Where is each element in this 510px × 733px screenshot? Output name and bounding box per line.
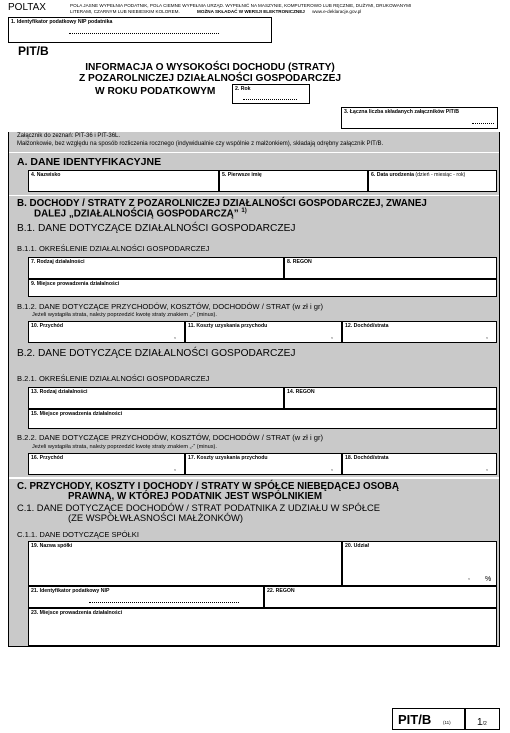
revenue-label-2: 16. Przychód: [31, 455, 64, 461]
birth-date-number: 6. Data urodzenia: [371, 172, 414, 178]
section-b1-title: B.1. DANE DOTYCZĄCE DZIAŁALNOŚCI GOSPODARCZEJ: [17, 223, 296, 234]
decimal-separator: ,: [331, 333, 333, 340]
section-a-title: A. DANE IDENTYFIKACYJNE: [17, 156, 162, 168]
footer-page-box: [465, 708, 500, 730]
section-b-title-text: DALEJ „DZIAŁALNOŚCIĄ GOSPODARCZĄ”: [34, 208, 239, 220]
footer-form-version: (11): [443, 720, 451, 725]
section-b22-title: B.2.2. DANE DOTYCZĄCE PRZYCHODÓW, KOSZTÓW, DOCHODÓW / STRAT (w zł i gr): [17, 433, 324, 442]
surname-label: 4. Nazwisko: [31, 172, 61, 178]
instructions-line1: POLA JASNE WYPEŁNIA PODATNIK, POLA CIEMNE WYPEŁNIA URZĄD. WYPEŁNIĆ NA MASZYNIE, KOMPUTEROWO LUB RĘCZNIE, DUŻYMI, DRUKOWANYMI: [70, 3, 412, 8]
section-b12-note: Jeżeli wystąpiła strata, należy poprzedzić kwotę straty znakiem „-” (minus).: [32, 312, 217, 318]
section-b22-note: Jeżeli wystąpiła strata, należy poprzedzić kwotę straty znakiem „-” (minus).: [32, 444, 217, 450]
nip-field[interactable]: [8, 17, 272, 43]
company-nip-label: 21. Identyfikator podatkowy NIP: [31, 588, 110, 594]
section-b11-title: B.1.1. OKREŚLENIE DZIAŁALNOŚCI GOSPODARCZEJ: [17, 244, 210, 253]
year-field-label: 2. Rok: [235, 86, 251, 92]
activity-type-label-2: 13. Rodzaj działalności: [31, 389, 88, 395]
section-c-title-line1: C. PRZYCHODY, KOSZTY I DOCHODY / STRATY W SPÓŁCE NIEBĘDĄCEJ OSOBĄ: [17, 481, 399, 492]
attachments-count-field[interactable]: [341, 107, 498, 129]
form-frame: [8, 132, 500, 647]
birth-date-hint: (dzień - miesiąc - rok): [415, 172, 466, 178]
first-name-label: 5. Pierwsze imię: [222, 172, 262, 178]
notes-line1: Załącznik do zeznań: PIT-36 i PIT-36L.: [17, 133, 121, 139]
company-regon-label: 22. REGON: [267, 588, 295, 594]
section-b21-title: B.2.1. OKREŚLENIE DZIAŁALNOŚCI GOSPODARCZEJ: [17, 374, 210, 383]
footer-page-total: /2: [482, 721, 487, 727]
activity-type-label-1: 7. Rodzaj działalności: [31, 259, 85, 265]
poltax-brand: POLTAX: [8, 2, 46, 13]
costs-label-2: 17. Koszty uzyskania przychodu: [188, 455, 268, 461]
costs-label-1: 11. Koszty uzyskania przychodu: [188, 323, 268, 329]
nip-field-label: 1. Identyfikator podatkowy NIP podatnika: [11, 19, 113, 25]
company-location-label: 23. Miejsce prowadzenia działalności: [31, 610, 123, 616]
decimal-separator: ,: [174, 465, 176, 472]
year-field-ticks: [243, 97, 297, 100]
regon-label-1: 8. REGON: [287, 259, 312, 265]
section-b-footnote-ref: 1): [241, 208, 247, 214]
section-c1-title-line2: (ZE WSPÓŁWŁASNOŚCI MAŁŻONKÓW): [68, 512, 244, 523]
section-b-title-line1: B. DOCHODY / STRATY Z POZAROLNICZEJ DZIAŁALNOŚCI GOSPODARCZEJ, ZWANEJ: [17, 198, 427, 209]
attachments-count-label: 3. Łączna liczba składanych załączników PIT/B: [344, 109, 460, 115]
income-loss-label-2: 18. Dochód/strata: [345, 455, 389, 461]
business-location-label-2: 15. Miejsce prowadzenia działalności: [31, 411, 123, 417]
decimal-separator: ,: [486, 333, 488, 340]
revenue-label-1: 10. Przychód: [31, 323, 64, 329]
decimal-separator: ,: [174, 333, 176, 340]
footer-form-code: PIT/B: [398, 712, 432, 727]
section-b12-title: B.1.2. DANE DOTYCZĄCE PRZYCHODÓW, KOSZTÓW, DOCHODÓW / STRAT (w zł i gr): [17, 302, 324, 311]
instructions-colors: LITERAMI, CZARNYM LUB NIEBIESKIM KOLOREM.: [70, 9, 180, 14]
decimal-separator: ,: [468, 574, 470, 581]
form-title-line3: W ROKU PODATKOWYM: [95, 86, 216, 97]
footer-page-current: 1: [477, 717, 483, 728]
regon-label-2: 14. REGON: [287, 389, 315, 395]
instructions-electronic: MOŻNA SKŁADAĆ W WERSJI ELEKTRONICZNEJ: [197, 9, 305, 14]
form-code: PIT/B: [18, 44, 49, 58]
decimal-separator: ,: [331, 465, 333, 472]
form-title-line2: Z POZAROLNICZEJ DZIAŁALNOŚCI GOSPODARCZEJ: [78, 73, 342, 84]
instructions-line2: [70, 9, 361, 14]
nip-field-ticks: [69, 31, 219, 34]
section-c1-title-line1: C.1. DANE DOTYCZĄCE DOCHODÓW / STRAT PODATNIKA Z UDZIAŁU W SPÓŁCE: [17, 502, 381, 513]
footer-code-box: [392, 708, 465, 730]
section-b2-title: B.2. DANE DOTYCZĄCE DZIAŁALNOŚCI GOSPODARCZEJ: [17, 348, 296, 359]
share-percent-unit: %: [485, 576, 492, 583]
share-label: 20. Udział: [345, 543, 369, 549]
attachments-count-ticks: [472, 121, 494, 124]
instructions-site: www.e-deklaracje.gov.pl: [312, 9, 362, 14]
section-c-title-line2: PRAWNĄ, W KTÓREJ PODATNIK JEST WSPÓLNIKIEM: [68, 491, 323, 502]
notes-line2: Małżonkowie, bez względu na sposób rozliczenia rocznego (indywidualnie czy wspólnie z małżonkiem), składają odrębny załącznik PIT/B.: [17, 141, 384, 147]
income-loss-label-1: 12. Dochód/strata: [345, 323, 389, 329]
section-c11-title: C.1.1. DANE DOTYCZĄCE SPÓŁKI: [17, 530, 139, 539]
company-name-label: 19. Nazwa spółki: [31, 543, 73, 549]
footer-page-number: [477, 712, 487, 730]
form-title-line1: INFORMACJA O WYSOKOŚCI DOCHODU (STRATY): [85, 62, 335, 73]
business-location-label-1: 9. Miejsce prowadzenia działalności: [31, 281, 120, 287]
decimal-separator: ,: [486, 465, 488, 472]
year-field[interactable]: [232, 84, 310, 104]
